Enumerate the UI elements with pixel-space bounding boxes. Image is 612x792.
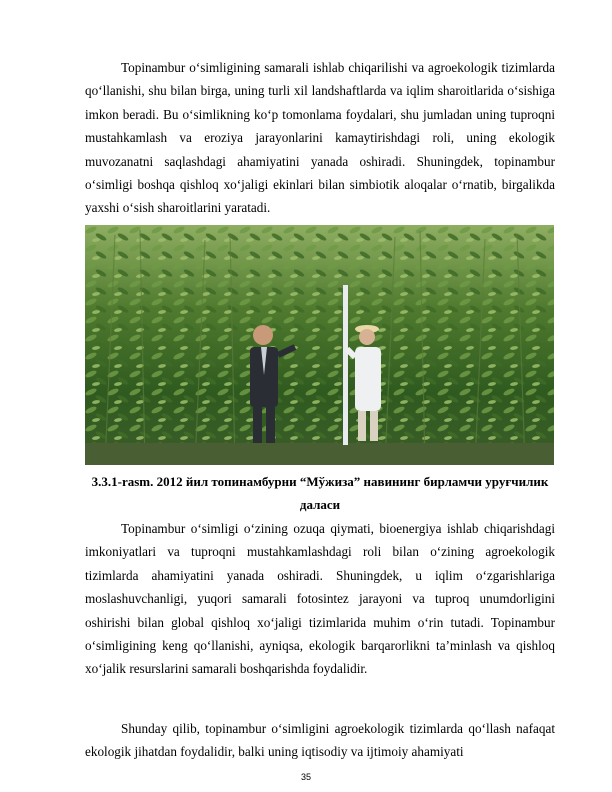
paragraph-1: Topinambur o‘simligining samarali ishlab chiqarilishi va agroekologik tizimlarda qo‘llanishi, shu bilan birga, uning turli xil landshaftlarda va iqlim sharoitlarida o‘sishiga imkon beradi. Bu o‘simlikning ko‘p tomonlama foydalari, shu jumladan uning tuproqni mustahkamlash va eroziya jarayonlarini kamaytirishdagi roli, uning ekologik muvozanatni saqlashdagi ahamiyatini yanada oshiradi. Shuningdek, topinambur o‘simligi boshqa qishloq xo‘jaligi ekinlari bilan simbiotik aloqalar o‘rnatib, birgalikda yaxshi o‘sish sharoitlarini yaratadi. xyxy=(85,60,555,216)
field-photo-icon xyxy=(85,225,554,465)
page-number: 35 xyxy=(300,772,311,782)
figure-caption: 3.3.1-rasm. 2012 йил топинамбурни “Мўжиза” навининг бирламчи уруғчилик даласи xyxy=(91,474,549,512)
paragraph-2: Topinambur o‘simligi o‘zining ozuqa qiymati, bioenergiya ishlab chiqarishdagi imkoniyatlari va tuproqni mustahkamlashdagi roli bilan o‘zining agroekologik tizimlarda ahamiyatini yanada oshiradi. Shuningdek, u iqlim o‘zgarishlariga moslashuvchanligi, yuqori samarali fotosintez jarayoni va tuproq unumdorligini oshirishi bilan global qishloq xo‘jaligi tizimlarida muhim o‘rin tutadi. Topinambur o‘simligining keng qo‘llanishi, ayniqsa, ekologik barqarorlikni ta’minlash va qishloq xo‘jalik resurslarini samarali boshqarishda foydalidir. xyxy=(85,521,555,677)
field-photo xyxy=(85,225,554,465)
paragraph-3: Shunday qilib, topinambur o‘simligini agroekologik tizimlarda qo‘llash nafaqat ekologik jihatdan foydalidir, balki uning iqtisodiy va ijtimoiy ahamiyati xyxy=(85,721,555,760)
